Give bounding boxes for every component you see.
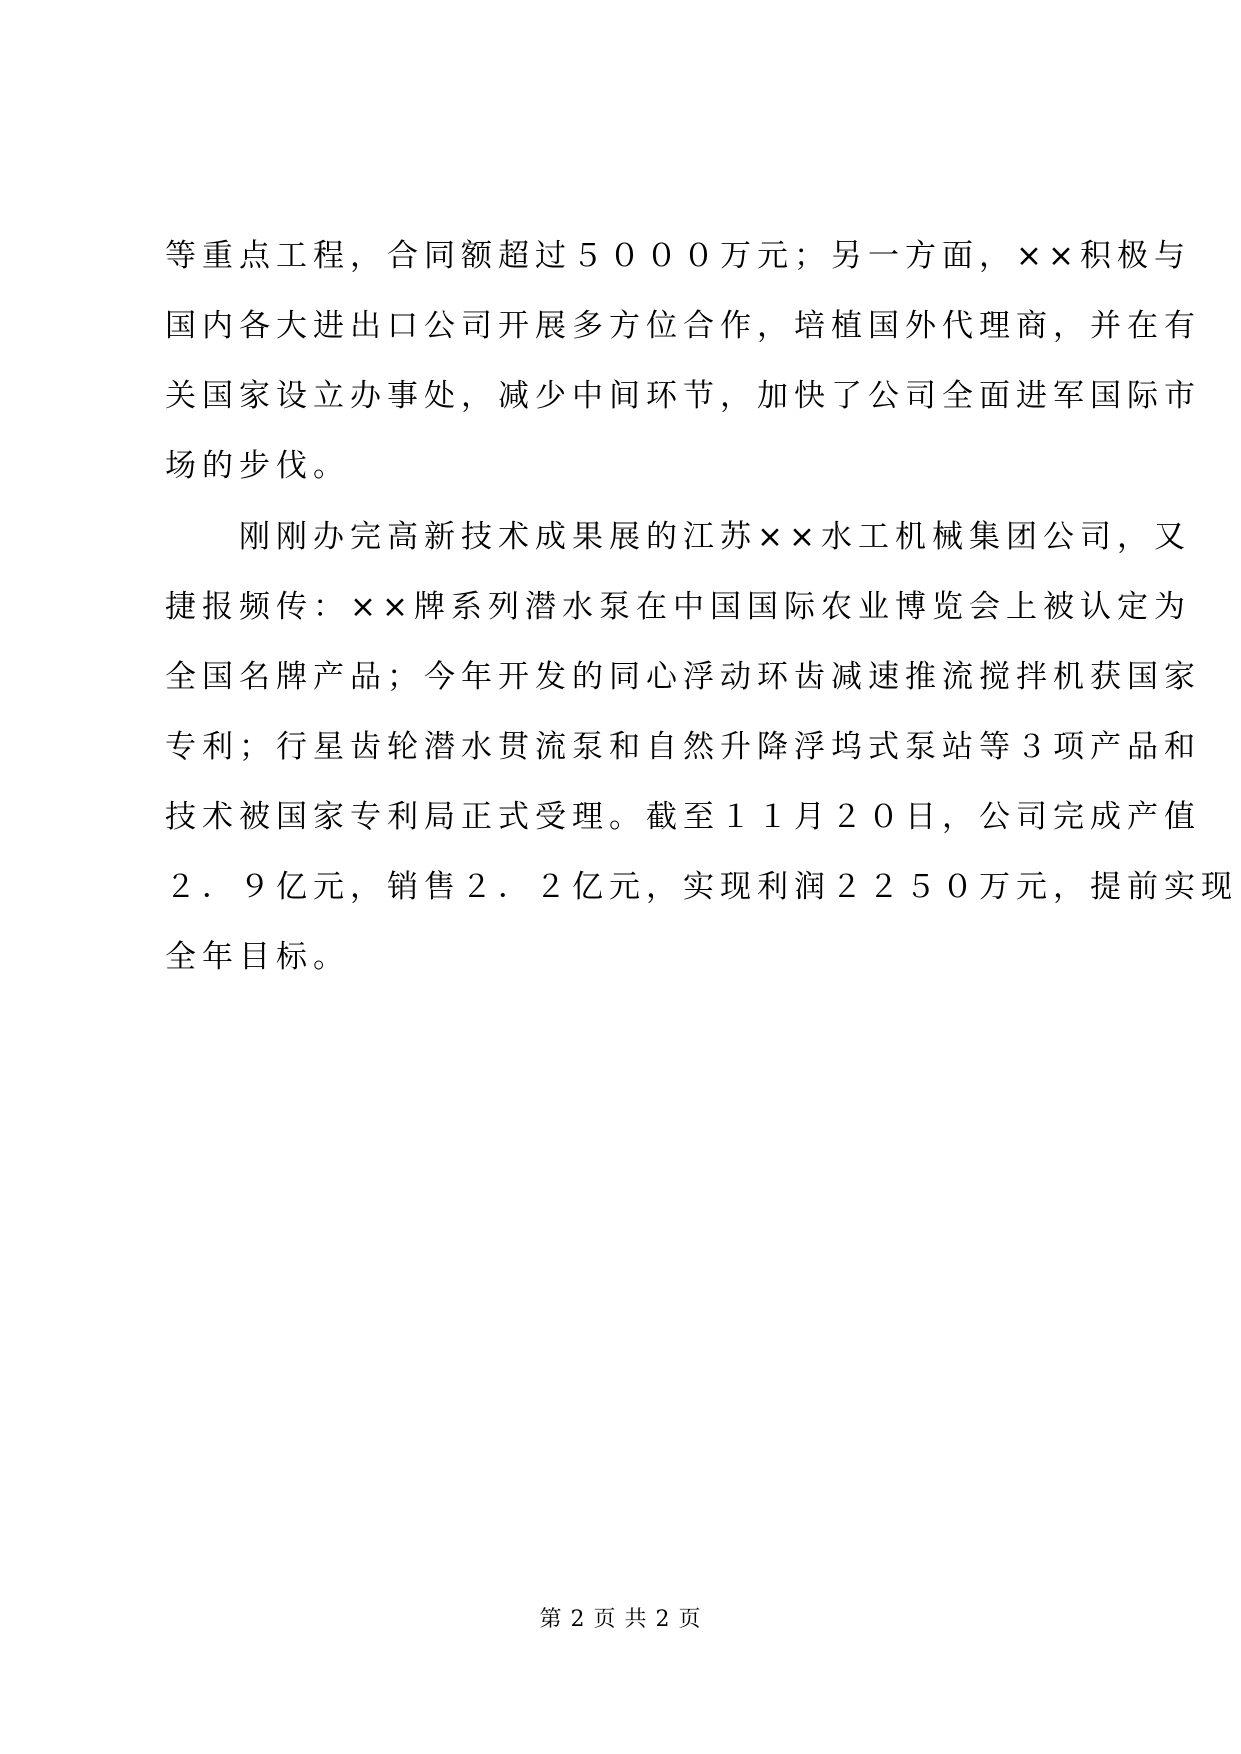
text-line: 关国家设立办事处，减少中间环节，加快了公司全面进军国际市 <box>165 378 1201 414</box>
text-line: 国内各大进出口公司开展多方位合作，培植国外代理商，并在有 <box>165 308 1201 344</box>
text-line: 等重点工程，合同额超过５０００万元；另一方面，××积极与 <box>165 238 1191 274</box>
text-line: 技术被国家专利局正式受理。截至１１月２０日，公司完成产值 <box>165 799 1201 835</box>
text-line: 全国名牌产品；今年开发的同心浮动环齿减速推流搅拌机获国家 <box>165 659 1201 695</box>
text-line: 全年目标。 <box>165 939 350 975</box>
text-line: 场的步伐。 <box>165 448 350 484</box>
page-number-footer: 第 2 页 共 2 页 <box>539 1607 702 1632</box>
text-line: 捷报频传：××牌系列潜水泵在中国国际农业博览会上被认定为 <box>165 589 1191 625</box>
paragraph-start-line: 刚刚办完高新技术成果展的江苏××水工机械集团公司，又 <box>165 519 1191 555</box>
text-line: ２．９亿元，销售２．２亿元，实现利润２２５０万元，提前实现 <box>165 869 1238 905</box>
text-line: 专利；行星齿轮潜水贯流泵和自然升降浮坞式泵站等３项产品和 <box>165 729 1201 765</box>
